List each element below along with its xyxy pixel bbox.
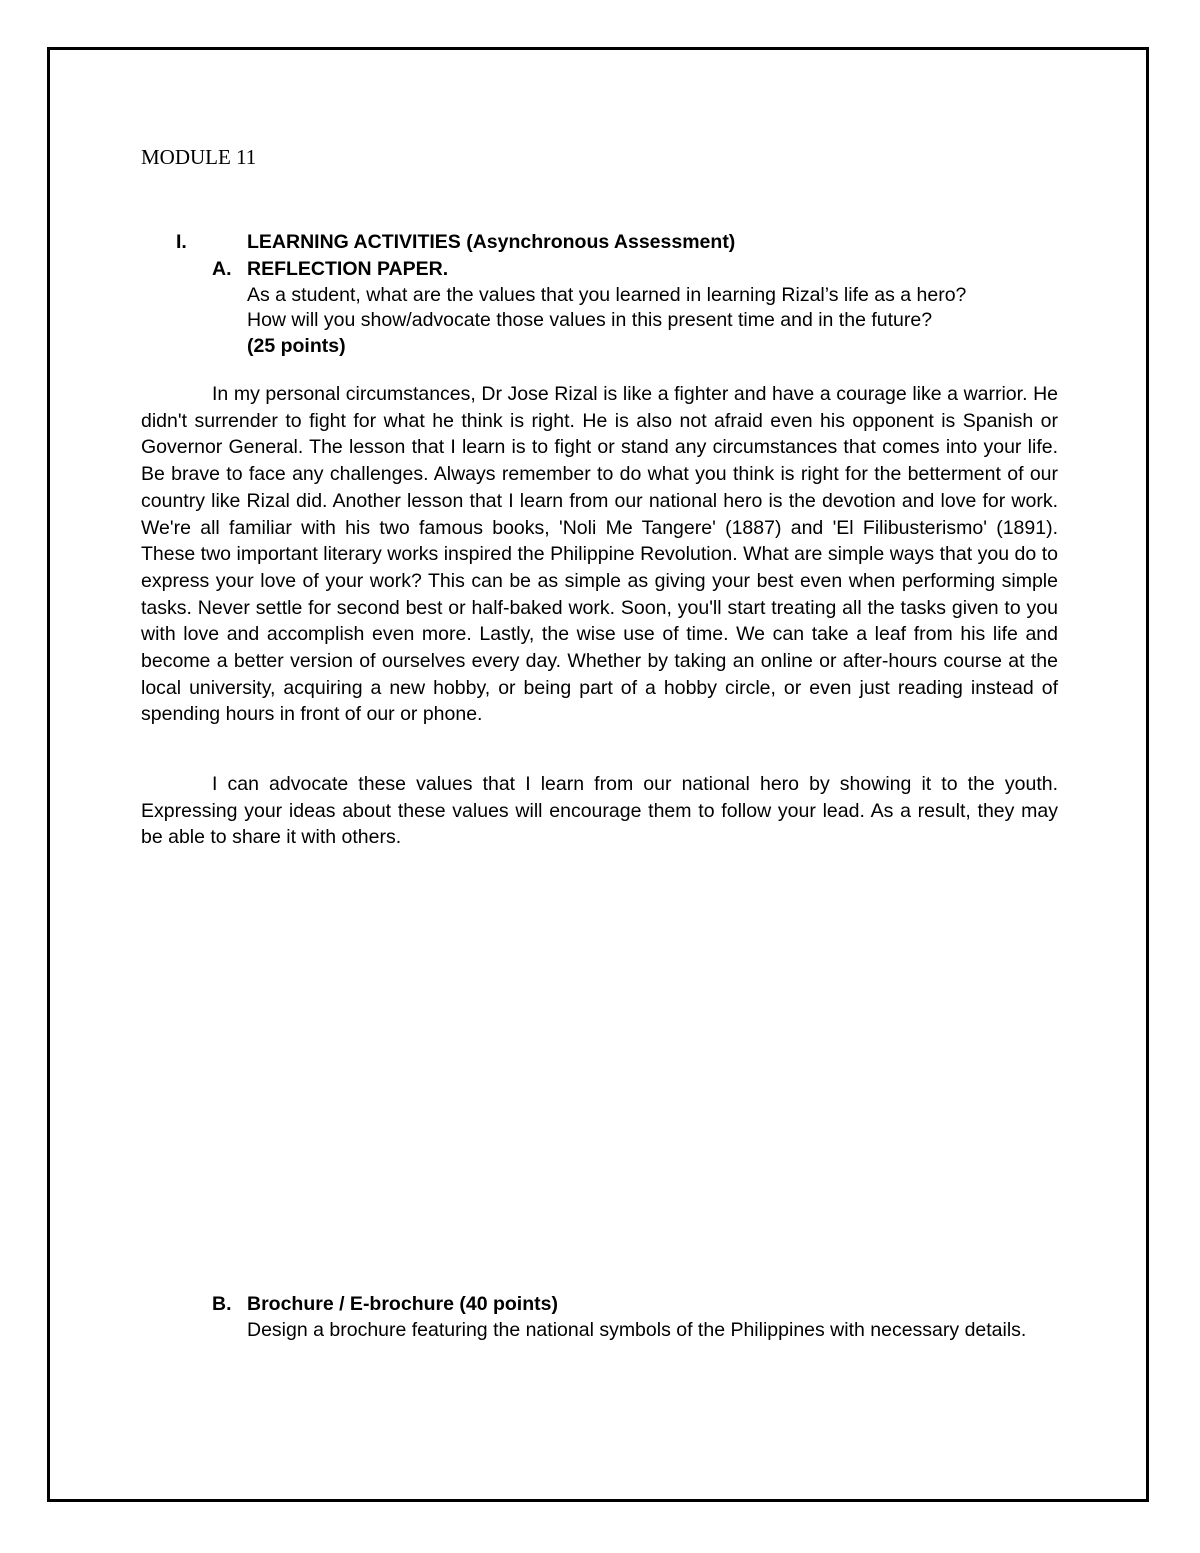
- section-title: LEARNING ACTIVITIES (Asynchronous Assessment): [247, 231, 736, 253]
- part-a-title: REFLECTION PAPER.: [247, 258, 449, 280]
- reflection-paragraph-1: In my personal circumstances, Dr Jose Rizal is like a fighter and have a courage like a warrior. He didn't surrender to fight for what he think is right. He is also not afraid even his opponent is Spanish or Governor General. The lesson that I learn is to fight or stand any circumstances that comes into your life. Be brave to face any challenges. Always remember to do what you think is right for the betterment of our country like Rizal did. Another lesson that I learn from our national hero is the devotion and love for work. We're all familiar with his two famous books, 'Noli Me Tangere' (1887) and 'El Filibusterismo' (1891). These two important literary works inspired the Philippine Revolution. What are simple ways that you do to express your love of your work? This can be as simple as giving your best even when performing simple tasks. Never settle for second best or half-baked work. Soon, you'll start treating all the tasks given to you with love and accomplish even more. Lastly, the wise use of time. We can take a leaf from his life and become a better version of ourselves every day. Whether by taking an online or after-hours course at the local university, acquiring a new hobby, or being part of a hobby circle, or even just reading instead of spending hours in front of our or phone.: [141, 383, 1058, 726]
- part-a-prompt-line-1: As a student, what are the values that you learned in learning Rizal’s life as a hero?: [247, 283, 967, 306]
- part-b-description: Design a brochure featuring the national symbols of the Philippines with necessary details.: [247, 1318, 1027, 1341]
- part-a-block: [247, 257, 1077, 359]
- part-b-block: [247, 1292, 1047, 1343]
- part-b-title: Brochure / E-brochure (40 points): [247, 1293, 558, 1315]
- part-b-letter: B.: [212, 1293, 232, 1315]
- section-numeral: I.: [176, 231, 187, 253]
- part-a-prompt-line-2: How will you show/advocate those values in this present time and in the future?: [247, 309, 933, 331]
- part-a-letter: A.: [212, 258, 232, 280]
- reflection-paragraph-2: I can advocate these values that I learn from our national hero by showing it to the youth. Expressing your ideas about these values will encourage them to follow your lead. As a result, they may be able to share it with others.: [141, 773, 1058, 849]
- part-a-points: (25 points): [247, 334, 346, 357]
- module-title: MODULE 11: [141, 145, 257, 169]
